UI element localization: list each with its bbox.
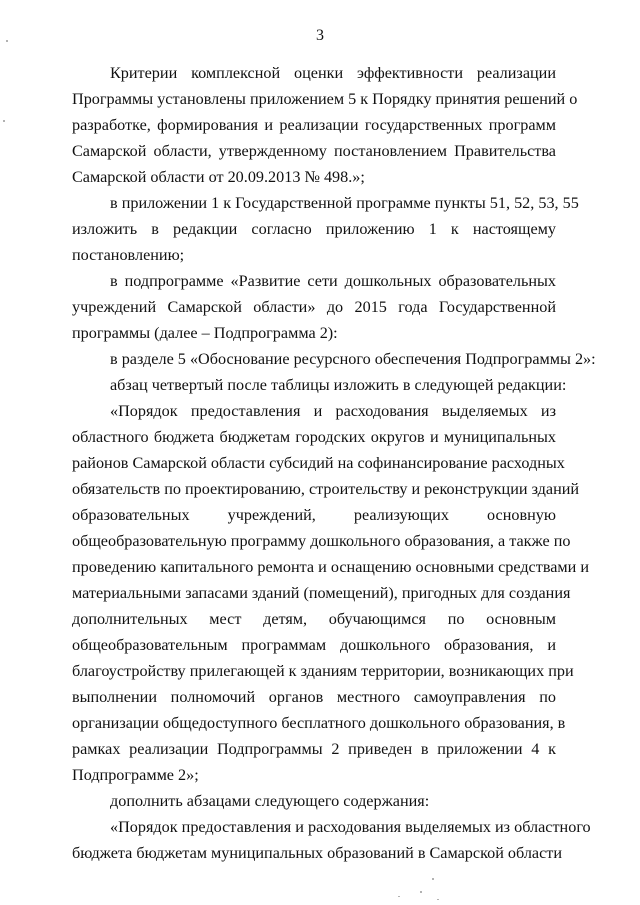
text-line: разработке, формирования и реализации государственных программ (72, 116, 556, 134)
scan-speck (6, 40, 8, 42)
text-line: выполнении полномочий органов местного самоуправления по (72, 688, 556, 706)
text-line: обязательств по проектированию, строительству и реконструкции зданий (72, 480, 580, 498)
text-line: бюджета бюджетам муниципальных образований в Самарской области (72, 844, 563, 862)
text-line: районов Самарской области субсидий на софинансирование расходных (72, 454, 565, 472)
text-line: в разделе 5 «Обоснование ресурсного обеспечения Подпрограммы 2»: (110, 350, 596, 368)
text-line: Критерии комплексной оценки эффективности реализации (110, 64, 556, 82)
text-line: проведению капитального ремонта и оснащению основными средствами и (72, 558, 590, 576)
text-line: Программы установлены приложением 5 к Порядку принятия решений о (72, 90, 578, 108)
scan-speck (420, 891, 422, 893)
text-line: Подпрограмме 2»; (72, 766, 199, 784)
text-line: «Порядок предоставления и расходования выделяемых из областного (110, 818, 591, 836)
scan-speck (437, 899, 439, 900)
text-line: общеобразовательную программу дошкольного образования, а также по (72, 532, 571, 550)
text-line: образовательных учреждений, реализующих основную (72, 506, 556, 524)
text-line: Самарской области, утвержденному постановлением Правительства (72, 142, 556, 160)
text-line: «Порядок предоставления и расходования выделяемых из (110, 402, 556, 420)
text-line: изложить в редакции согласно приложению 1 к настоящему (72, 220, 556, 238)
text-line: рамках реализации Подпрограммы 2 приведен в приложении 4 к (72, 740, 556, 758)
text-line: в подпрограмме «Развитие сети дошкольных образовательных (110, 272, 556, 290)
text-line: общеобразовательным программам дошкольного образования, и (72, 636, 556, 654)
scan-speck (3, 120, 5, 122)
text-line: Самарской области от 20.09.2013 № 498.»; (72, 168, 365, 186)
text-line: в приложении 1 к Государственной программе пункты 51, 52, 53, 55 (110, 194, 579, 212)
scan-speck (398, 896, 400, 897)
text-line: абзац четвертый после таблицы изложить в следующей редакции: (110, 376, 567, 394)
text-line: дополнить абзацами следующего содержания: (110, 792, 430, 810)
text-line: областного бюджета бюджетам городских округов и муниципальных (72, 428, 556, 446)
page-number: 3 (316, 27, 324, 44)
text-line: материальными запасами зданий (помещений), пригодных для создания (72, 584, 571, 602)
text-line: организации общедоступного бесплатного дошкольного образования, в (72, 714, 566, 732)
scan-speck (432, 878, 434, 880)
text-line: постановлению; (72, 246, 185, 264)
text-line: программы (далее – Подпрограмма 2): (72, 324, 338, 342)
text-line: учреждений Самарской области» до 2015 года Государственной (72, 298, 556, 316)
text-line: дополнительных мест детям, обучающимся по основным (72, 610, 556, 628)
text-line: благоустройству прилегающей к зданиям территории, возникающих при (72, 662, 574, 680)
